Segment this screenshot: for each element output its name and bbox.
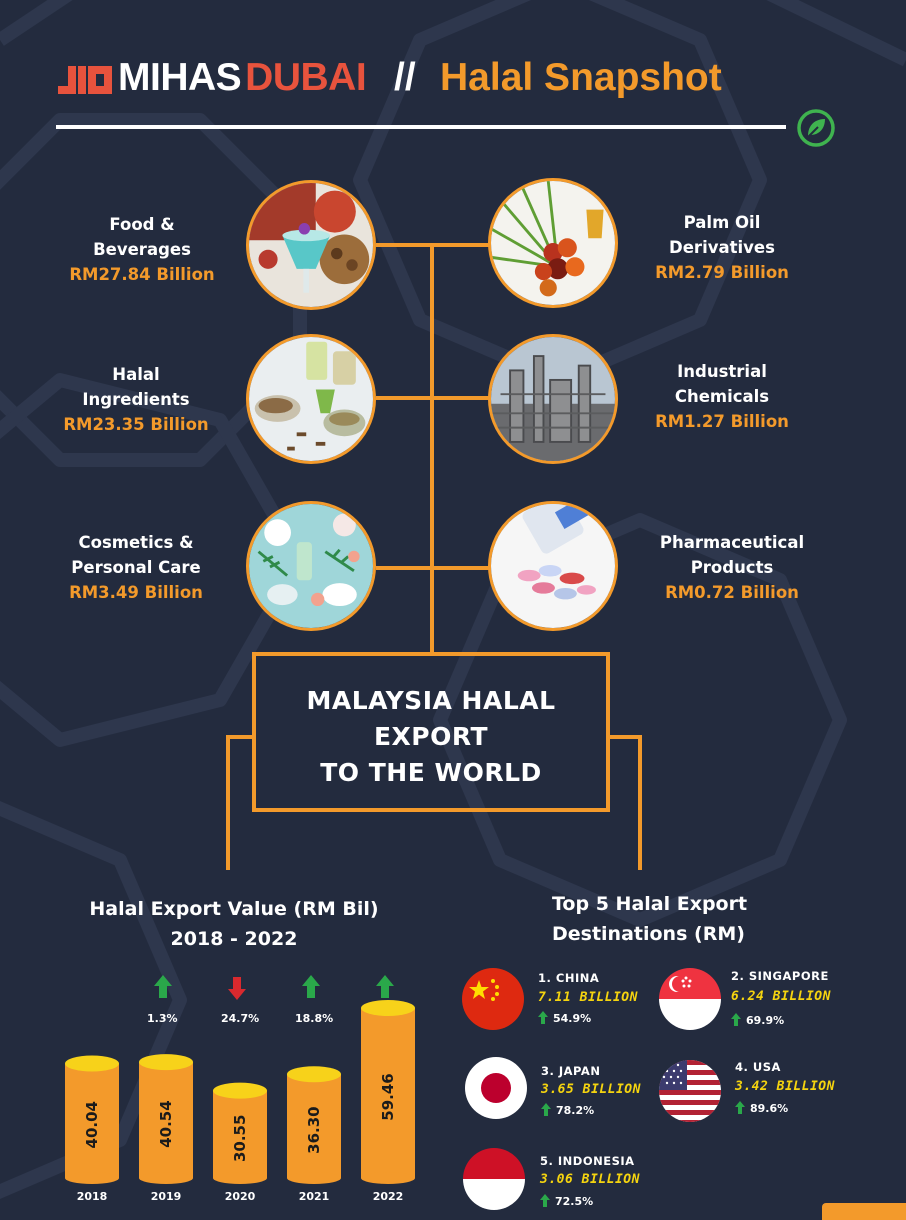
destination-name: 3. JAPAN: [541, 1064, 601, 1078]
destination-name: 4. USA: [735, 1060, 781, 1074]
bar-base: [65, 1172, 119, 1184]
bar-cap: [65, 1056, 119, 1072]
food-beverages-image: [246, 180, 376, 310]
growth-percent-label: 18.8%: [295, 1012, 334, 1025]
category-name: Industrial Chemicals: [674, 362, 770, 406]
bar-cap: [213, 1083, 267, 1099]
bar-base: [287, 1172, 341, 1184]
growth-value: 69.9%: [746, 1014, 785, 1027]
up-arrow-icon: [541, 1103, 551, 1116]
category-pharmaceutical: [632, 530, 832, 605]
growth-value: 78.2%: [556, 1104, 595, 1117]
bar-base: [139, 1172, 193, 1184]
category-name: Palm Oil Derivatives: [669, 213, 775, 257]
singapore-flag-icon: [659, 968, 721, 1030]
category-cosmetics: [36, 530, 236, 605]
brand-dubai: DUBAI: [245, 56, 367, 99]
growth-value: 54.9%: [553, 1012, 592, 1025]
x-tick-label: 2020: [224, 1190, 256, 1203]
bar-value-label: 30.55: [231, 1114, 249, 1163]
up-arrow-icon: [154, 975, 172, 998]
industrial-chemicals-image: [488, 334, 618, 464]
x-tick-label: 2018: [76, 1190, 108, 1203]
destination-value: 7.11 BILLION: [538, 990, 638, 1005]
title-separator: //: [394, 56, 416, 99]
up-arrow-icon: [731, 1013, 741, 1026]
japan-flag-icon: [465, 1057, 527, 1119]
halal-ingredients-image: [246, 334, 376, 464]
destination-growth: [731, 1013, 784, 1027]
category-value: RM0.72 Billion: [665, 583, 799, 602]
destination-name: 5. INDONESIA: [540, 1154, 635, 1168]
brand-mihas: MIHAS: [118, 56, 242, 99]
category-value: RM3.49 Billion: [69, 583, 203, 602]
export-value-title: Halal Export Value (RM Bil) 2018 - 2022: [89, 898, 379, 950]
x-tick-label: 2022: [372, 1190, 404, 1203]
destination-value: 6.24 BILLION: [731, 989, 831, 1004]
category-value: RM27.84 Billion: [69, 265, 215, 284]
bar-value-label: 36.30: [305, 1106, 323, 1154]
bar-value-label: 40.04: [83, 1101, 101, 1149]
china-flag-icon: [462, 968, 524, 1030]
destination-value: 3.06 BILLION: [540, 1172, 640, 1187]
up-arrow-icon: [302, 975, 320, 998]
destination-value: 3.42 BILLION: [735, 1079, 835, 1094]
bar-cap: [287, 1066, 341, 1082]
bar-value-label: 59.46: [379, 1073, 397, 1121]
down-arrow-icon: [228, 977, 246, 1000]
x-tick-label: 2019: [150, 1190, 182, 1203]
destination-growth: [541, 1103, 594, 1117]
world-export-title: MALAYSIA HALAL EXPORT TO THE WORLD: [306, 686, 556, 787]
growth-value: 72.5%: [555, 1195, 594, 1208]
growth-value: 89.6%: [750, 1102, 789, 1115]
destination-name: 1. CHINA: [538, 971, 600, 985]
pharmaceutical-image: [488, 501, 618, 631]
page-title: Halal Snapshot: [440, 56, 722, 99]
up-arrow-icon: [538, 1011, 548, 1024]
category-halal-ingredients: [36, 362, 236, 437]
category-value: RM1.27 Billion: [655, 412, 789, 431]
destination-value: 3.65 BILLION: [541, 1082, 641, 1097]
category-palm-oil: [622, 210, 822, 285]
x-tick-label: 2021: [298, 1190, 330, 1203]
category-name: Food & Beverages: [93, 215, 191, 259]
category-name: Pharmaceutical Products: [659, 533, 805, 577]
destination-growth: [735, 1101, 788, 1115]
category-value: RM2.79 Billion: [655, 263, 789, 282]
category-name: Halal Ingredients: [82, 365, 190, 409]
bar-cap: [361, 1000, 415, 1016]
category-name: Cosmetics & Personal Care: [71, 533, 201, 577]
bar-base: [213, 1172, 267, 1184]
category-value: RM23.35 Billion: [63, 415, 209, 434]
category-industrial-chemicals: [622, 359, 822, 434]
export-value-chart: [40, 960, 440, 1210]
usa-flag-icon: [659, 1060, 721, 1122]
palm-oil-image: [488, 178, 618, 308]
destination-name: 2. SINGAPORE: [731, 969, 829, 983]
destination-growth: [538, 1011, 591, 1025]
cosmetics-image: [246, 501, 376, 631]
bar-value-label: 40.54: [157, 1100, 175, 1148]
bar-cap: [139, 1054, 193, 1070]
up-arrow-icon: [376, 975, 394, 998]
up-arrow-icon: [540, 1194, 550, 1207]
up-arrow-icon: [735, 1101, 745, 1114]
indonesia-flag-icon: [463, 1148, 525, 1210]
growth-percent-label: 1.3%: [147, 1012, 178, 1025]
growth-percent-label: 24.7%: [221, 1012, 260, 1025]
bar-base: [361, 1172, 415, 1184]
destinations-title: Top 5 Halal Export Destinations (RM): [552, 893, 748, 945]
destination-growth: [540, 1194, 593, 1208]
page-number-tab: [822, 1203, 906, 1220]
category-food-beverages: [42, 212, 242, 287]
